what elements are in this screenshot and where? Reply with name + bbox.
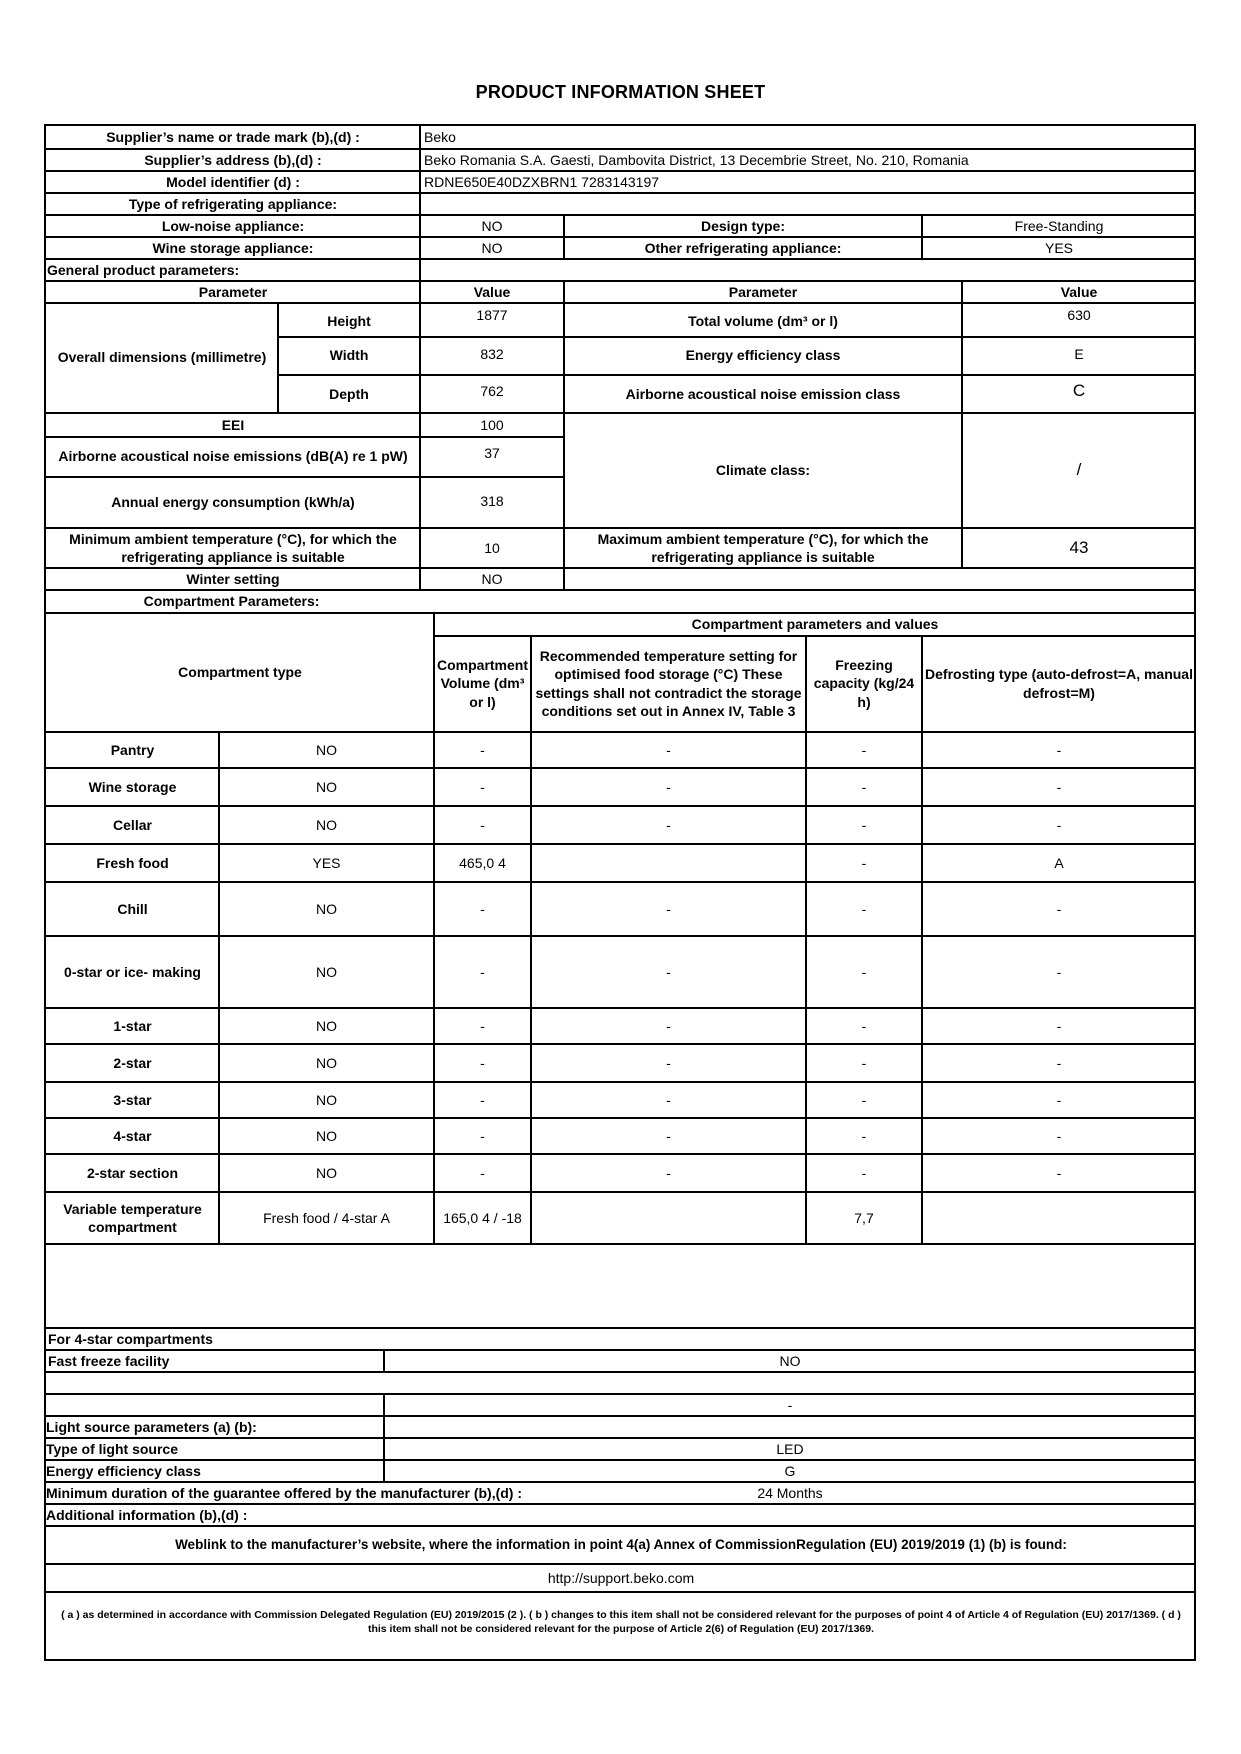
guarantee-label: Minimum duration of the guarantee offered by the manufacturer (b),(d) :: [46, 1484, 523, 1501]
energy-class-value: E: [1074, 345, 1084, 362]
compartment-name-cell: Fresh food: [96, 854, 169, 871]
compartment-volume-cell: 165,0 4 / -18: [443, 1209, 522, 1226]
compartment-name-cell: Chill: [117, 900, 148, 917]
compartment-volume-cell: -: [480, 1164, 485, 1181]
appliance-type-label: Type of refrigerating appliance:: [128, 195, 338, 212]
param-header-2: Parameter: [728, 283, 798, 300]
compartment-temp-cell: [531, 1192, 806, 1244]
compartment-volume-cell: -: [480, 1017, 485, 1034]
additional-info-label: Additional information (b),(d) :: [46, 1506, 248, 1523]
noise-emissions-value: 37: [484, 444, 500, 461]
annual-energy-label: Annual energy consumption (kWh/a): [111, 493, 355, 510]
compartment-freezing-cell: -: [861, 1127, 867, 1144]
annual-energy-value: 318: [480, 492, 504, 509]
compartment-name-cell: 1-star: [113, 1017, 152, 1034]
compartment-freezing-cell: -: [861, 900, 867, 917]
compartment-volume-cell: -: [480, 778, 485, 795]
temperature-header: Recommended temperature setting for optimised food storage (°C) These settings shall not contradict the storage conditions set out in Annex IV, Table 3: [535, 648, 802, 719]
compartment-volume-cell: -: [480, 1127, 485, 1144]
other-appliance-label: Other refrigerating appliance:: [644, 239, 842, 256]
compartment-name-cell: Pantry: [110, 741, 155, 758]
compartment-name-cell: Wine storage: [88, 778, 177, 795]
compartment-defrost-cell: [922, 1192, 1196, 1244]
freezing-capacity-header: Freezing capacity (kg/24 h): [813, 657, 915, 710]
total-volume-value: 630: [1067, 306, 1091, 323]
compartment-defrost-cell: -: [1056, 778, 1062, 795]
compartment-name-cell: 4-star: [113, 1127, 152, 1144]
compartment-type-header: Compartment type: [178, 663, 302, 680]
footnote: ( a ) as determined in accordance with Commission Delegated Regulation (EU) 2019/2015 (2 ). ( b ) changes to this item shall not be considered relevant for the purposes of point 4 of Article 4 of Regulation (EU) 2017/1369. ( d ) this item shall not be considered relevant for the purpose of Article 2(6) of Regulation (EU) 2017/1369.: [61, 1608, 1181, 1635]
compartment-name-cell: 3-star: [113, 1091, 152, 1108]
four-star-label: For 4-star compartments: [48, 1330, 213, 1347]
value-header: Value: [473, 283, 511, 300]
other-appliance-value: YES: [1044, 239, 1073, 256]
compartment-temp-cell: -: [666, 1054, 671, 1071]
compartment-temp-cell: -: [666, 1091, 671, 1108]
width-label: Width: [329, 346, 369, 363]
blank-row-value: -: [787, 1396, 793, 1413]
light-type-label: Type of light source: [46, 1440, 178, 1457]
height-value: 1877: [476, 306, 508, 323]
compartment-defrost-cell: -: [1056, 816, 1062, 833]
design-type-value: Free-Standing: [1014, 217, 1104, 234]
light-class-label: Energy efficiency class: [46, 1462, 201, 1479]
compartment-defrost-cell: A: [1054, 854, 1064, 871]
compartment-freezing-cell: -: [861, 778, 867, 795]
width-value: 832: [480, 345, 504, 362]
compartment-present-cell: NO: [316, 1091, 337, 1108]
compartment-defrost-cell: -: [1056, 1091, 1062, 1108]
depth-value: 762: [480, 382, 504, 399]
noise-emissions-label: Airborne acoustical noise emissions (dB(A) re 1 pW): [58, 447, 408, 464]
compartment-temp-cell: -: [666, 778, 671, 795]
light-class-value: G: [784, 1462, 796, 1479]
light-type-value: LED: [776, 1440, 804, 1457]
guarantee-value: 24 Months: [757, 1484, 823, 1501]
winter-setting-label: Winter setting: [186, 570, 280, 587]
wine-storage-value: NO: [481, 239, 503, 256]
total-volume-label: Total volume (dm³ or l): [688, 312, 838, 329]
supplier-address-value: Beko Romania S.A. Gaesti, Dambovita District, 13 Decembrie Street, No. 210, Romania: [424, 151, 969, 168]
low-noise-label: Low-noise appliance:: [161, 217, 305, 234]
compartment-volume-cell: -: [480, 741, 485, 758]
compartment-temp-cell: -: [666, 1127, 671, 1144]
general-params-label: General product parameters:: [47, 261, 240, 278]
compartment-volume-cell: 465,0 4: [459, 854, 506, 871]
height-label: Height: [327, 312, 371, 329]
compartment-freezing-cell: -: [861, 1054, 867, 1071]
low-noise-value: NO: [481, 217, 503, 234]
compartment-defrost-cell: -: [1056, 1164, 1062, 1181]
compartment-temp-cell: [531, 844, 806, 882]
compartment-present-cell: NO: [316, 741, 337, 758]
noise-class-value: C: [1072, 380, 1086, 400]
compartment-temp-cell: -: [666, 1017, 671, 1034]
compartment-defrost-cell: -: [1056, 741, 1062, 758]
compartment-volume-cell: -: [480, 816, 485, 833]
noise-class-label: Airborne acoustical noise emission class: [625, 385, 901, 402]
compartment-volume-cell: -: [480, 1054, 485, 1071]
compartment-freezing-cell: -: [861, 1091, 867, 1108]
fast-freeze-value: NO: [779, 1352, 801, 1369]
climate-class-value: /: [1076, 459, 1082, 479]
compartment-name-cell: 2-star: [113, 1054, 152, 1071]
light-source-label: Light source parameters (a) (b):: [46, 1418, 257, 1435]
compartment-present-cell: NO: [316, 778, 337, 795]
winter-setting-value: NO: [481, 570, 503, 587]
compartment-name-cell: 0-star or ice- making: [64, 963, 201, 980]
compartment-present-cell: NO: [316, 963, 337, 980]
value-header-2: Value: [1060, 283, 1098, 300]
supplier-name-label: Supplier’s name or trade mark (b),(d) :: [106, 129, 360, 146]
design-type-label: Design type:: [700, 217, 785, 234]
eei-label: EEI: [221, 416, 245, 433]
compartment-temp-cell: -: [666, 900, 671, 917]
wine-storage-label: Wine storage appliance:: [152, 239, 314, 256]
info-sheet-table: [44, 124, 1196, 1661]
weblink-value[interactable]: http://support.beko.com: [547, 1569, 695, 1586]
compartment-present-cell: NO: [316, 816, 337, 833]
compartment-freezing-cell: -: [861, 963, 867, 980]
param-header: Parameter: [198, 283, 268, 300]
compartment-temp-cell: -: [666, 1164, 671, 1181]
compartment-temp-cell: -: [666, 816, 671, 833]
model-value: RDNE650E40DZXBRN1 7283143197: [424, 173, 660, 190]
defrosting-type-header: Defrosting type (auto-defrost=A, manual defrost=M): [925, 666, 1193, 701]
compartment-present-cell: YES: [312, 854, 341, 871]
compartment-defrost-cell: -: [1056, 900, 1062, 917]
compartment-name-cell: 2-star section: [86, 1164, 179, 1181]
compartment-present-cell: NO: [316, 1127, 337, 1144]
compartment-volume-cell: -: [480, 900, 485, 917]
compartment-volume-cell: -: [480, 963, 485, 980]
compartment-defrost-cell: -: [1056, 1127, 1062, 1144]
compartment-freezing-cell: -: [861, 741, 867, 758]
overall-dimensions-label: Overall dimensions (millimetre): [57, 349, 267, 366]
compartment-params-label: Compartment Parameters:: [143, 593, 320, 610]
compartment-freezing-cell: 7,7: [854, 1209, 874, 1226]
min-temp-value: 10: [484, 539, 500, 556]
compartment-volume-cell: -: [480, 1091, 485, 1108]
compartment-temp-cell: -: [666, 741, 671, 758]
compartment-freezing-cell: -: [861, 1164, 867, 1181]
compartment-name-cell: Cellar: [113, 816, 152, 833]
compartment-defrost-cell: -: [1056, 1054, 1062, 1071]
climate-class-label: Climate class:: [715, 461, 811, 478]
max-temp-value: 43: [1069, 537, 1089, 557]
compartment-present-cell: NO: [316, 900, 337, 917]
compartment-defrost-cell: -: [1056, 1017, 1062, 1034]
weblink-label: Weblink to the manufacturer’s website, where the information in point 4(a) Annex of CommissionRegulation (EU) 2019/2019 (1) (b) is found:: [175, 1537, 1067, 1553]
depth-label: Depth: [329, 385, 369, 402]
compartment-freezing-cell: -: [861, 816, 867, 833]
compartment-defrost-cell: -: [1056, 963, 1062, 980]
compartment-name-cell: Variable temperature compartment: [63, 1200, 202, 1235]
compartment-temp-cell: -: [666, 963, 671, 980]
compartment-present-cell: NO: [316, 1017, 337, 1034]
energy-class-label: Energy efficiency class: [685, 346, 841, 363]
eei-value: 100: [480, 416, 504, 433]
model-label: Model identifier (d) :: [166, 173, 300, 190]
min-temp-label: Minimum ambient temperature (°C), for which the refrigerating appliance is suitable: [69, 530, 397, 565]
supplier-address-label: Supplier’s address (b),(d) :: [144, 151, 322, 168]
supplier-name-value: Beko: [424, 129, 456, 146]
compartment-freezing-cell: -: [861, 854, 867, 871]
page-title: PRODUCT INFORMATION SHEET: [475, 82, 766, 102]
compartment-group-header: Compartment parameters and values: [691, 616, 939, 633]
max-temp-label: Maximum ambient temperature (°C), for which the refrigerating appliance is suitable: [597, 530, 929, 565]
fast-freeze-label: Fast freeze facility: [48, 1352, 170, 1369]
compartment-present-cell: NO: [316, 1054, 337, 1071]
compartment-present-cell: Fresh food / 4-star A: [263, 1209, 390, 1226]
compartment-freezing-cell: -: [861, 1017, 867, 1034]
volume-header: Compartment Volume (dm³ or l): [437, 657, 529, 710]
compartment-present-cell: NO: [316, 1164, 337, 1181]
